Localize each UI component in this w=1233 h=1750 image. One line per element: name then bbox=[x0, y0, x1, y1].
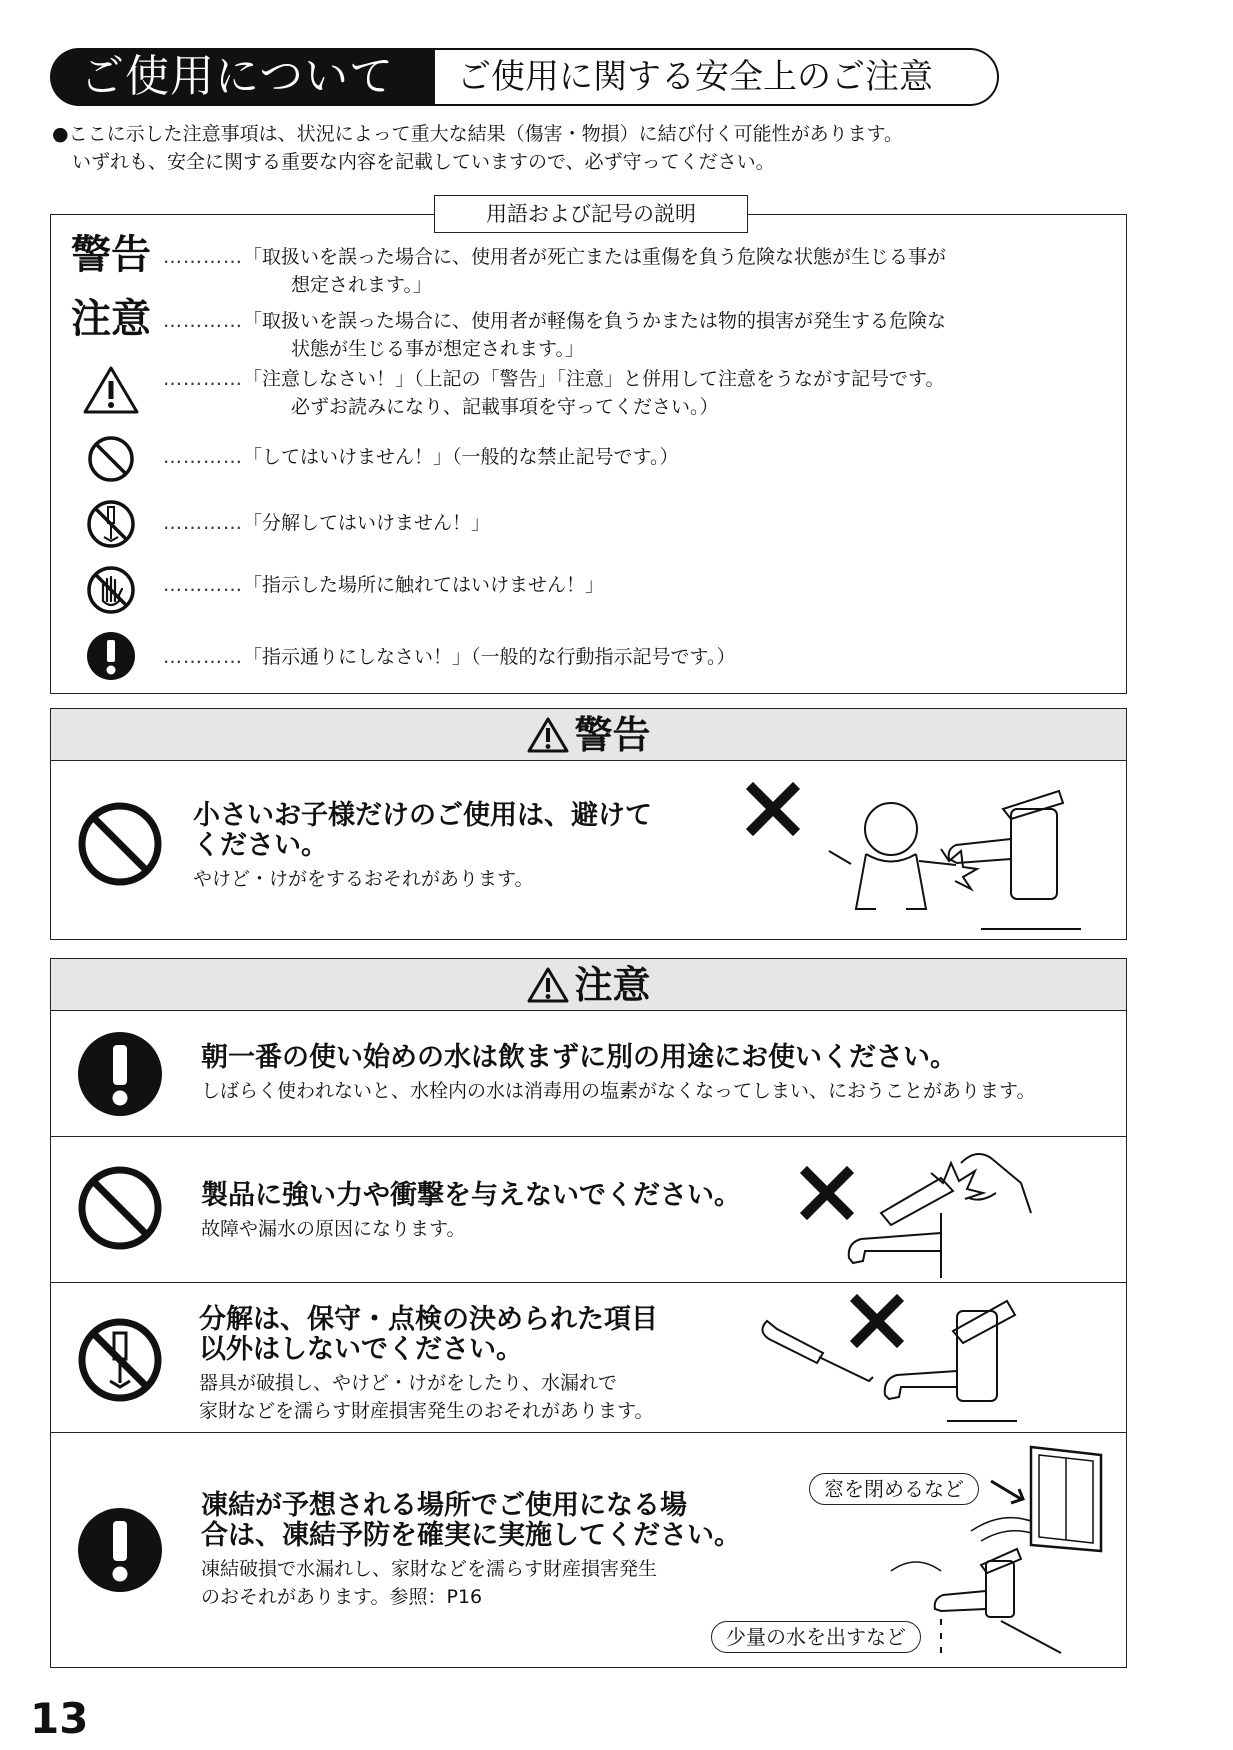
screwdriver-faucet-illustration bbox=[757, 1291, 1097, 1430]
terms-title: 用語および記号の説明 bbox=[434, 195, 748, 233]
term-desc-no-touch: 「指示した場所に触れてはいけません！」 bbox=[243, 574, 605, 596]
intro-line-1: ●ここに示した注意事項は、状況によって重大な結果（傷害・物損）に結び付く可能性があります。 bbox=[52, 123, 904, 145]
item-subtext: 凍結破損で水漏れし、家財などを濡らす財産損害発生 bbox=[201, 1558, 658, 1580]
term-symbol-warning: 警告 bbox=[71, 232, 151, 278]
prohibition-icon bbox=[77, 801, 163, 891]
section-title: ご使用について bbox=[50, 48, 435, 106]
caution-item-first-water bbox=[51, 1011, 1126, 1137]
item-subtext: しばらく使われないと、水栓内の水は消毒用の塩素がなくなってしまい、におうことがあります。 bbox=[201, 1080, 1036, 1102]
caution-item-no-impact bbox=[51, 1137, 1126, 1283]
warning-section bbox=[50, 708, 1127, 940]
page-number: 13 bbox=[30, 1694, 89, 1743]
mandatory-action-icon bbox=[77, 1507, 163, 1597]
label-close-window: 窓を閉めるなど bbox=[809, 1473, 979, 1505]
term-desc-no-disassembly: 「分解してはいけません！」 bbox=[243, 512, 491, 534]
caution-heading: 注意 bbox=[51, 959, 1126, 1011]
item-subtext: 故障や漏水の原因になります。 bbox=[201, 1218, 466, 1240]
item-title: 小さいお子様だけのご使用は、避けて bbox=[193, 800, 652, 831]
item-subtext: 器具が破損し、やけど・けがをしたり、水漏れで bbox=[199, 1372, 618, 1394]
warning-triangle-icon bbox=[71, 365, 151, 415]
intro-line-2: いずれも、安全に関する重要な内容を記載していますので、必ず守ってください。 bbox=[72, 151, 775, 173]
intro-text bbox=[52, 120, 903, 176]
caution-section bbox=[50, 958, 1127, 1668]
no-disassembly-icon bbox=[71, 499, 151, 549]
mandatory-action-icon bbox=[77, 1031, 163, 1121]
warning-triangle-icon bbox=[526, 966, 570, 1004]
child-faucet-illustration bbox=[741, 769, 1111, 938]
prohibition-icon bbox=[71, 435, 151, 483]
warning-heading: 警告 bbox=[51, 709, 1126, 761]
term-desc-attention: 「注意しなさい！」（上記の「警告」「注意」と併用して注意をうながす記号です。 bbox=[243, 368, 945, 390]
warning-item-child: 小さいお子様だけのご使用は、避けて ください。 やけど・けがをするおそれがあります。 bbox=[51, 761, 1126, 939]
section-subtitle: ご使用に関する安全上のご注意 bbox=[433, 48, 999, 106]
no-disassembly-icon bbox=[77, 1317, 163, 1407]
caution-item-freeze-prevention: 凍結が予想される場所でご使用になる場 合は、凍結予防を確実に実施してください。 凍結破損で水漏れし、家財などを濡らす財産損害発生 のおそれがあります。参照：P16 窓を閉めるなど 少量の水を出すなど bbox=[51, 1433, 1126, 1665]
caution-item-no-disassembly: 分解は、保守・点検の決められた項目 以外はしないでください。 器具が破損し、やけど・けがをしたり、水漏れで 家財などを濡らす財産損害発生のおそれがあります。 bbox=[51, 1283, 1126, 1433]
term-desc-prohibition: 「してはいけません！」（一般的な禁止記号です。） bbox=[243, 446, 679, 468]
prohibition-icon bbox=[77, 1165, 163, 1255]
item-title: 凍結が予想される場所でご使用になる場 bbox=[201, 1490, 687, 1521]
warning-triangle-icon bbox=[526, 716, 570, 754]
term-desc-mandatory: 「指示通りにしなさい！」（一般的な行動指示記号です。） bbox=[243, 646, 736, 668]
page-header bbox=[50, 48, 1000, 106]
terms-box: 用語および記号の説明 警告 …………「取扱いを誤った場合に、使用者が死亡または重傷を負う危険な状態が生じる事が 想定されます。」 注意 …………「取扱いを誤った場合に、使用者が軽傷を負うかまたは物的損害が発生する危険な 状態が生じる事が想定されます。」 …………「注意しなさい！」（上記の「警告」「注意」と併用して注意をうながす記号です。 必ずお読みになり、記載事項を守ってください。） …………「してはいけません！」（一般的な禁止記号です。） …………「分解してはいけません！」 …………「指示した場所に触れてはいけません！」 …………「指示通りにしなさい！」（一般的な行動指示記号です。） bbox=[50, 214, 1127, 694]
item-subtext: やけど・けがをするおそれがあります。 bbox=[193, 868, 534, 890]
no-touch-icon bbox=[71, 565, 151, 615]
term-desc-caution: 「取扱いを誤った場合に、使用者が軽傷を負うかまたは物的損害が発生する危険な bbox=[243, 310, 947, 332]
term-symbol-caution: 注意 bbox=[71, 296, 151, 342]
item-title: 分解は、保守・点検の決められた項目 bbox=[199, 1304, 658, 1335]
impact-faucet-illustration bbox=[791, 1143, 1091, 1282]
item-title: 製品に強い力や衝撃を与えないでください。 bbox=[201, 1180, 741, 1211]
mandatory-action-icon bbox=[71, 631, 151, 681]
term-desc-warning: 「取扱いを誤った場合に、使用者が死亡または重傷を負う危険な状態が生じる事が bbox=[243, 246, 947, 268]
item-title: 朝一番の使い始めの水は飲まずに別の用途にお使いください。 bbox=[201, 1042, 957, 1073]
label-run-water: 少量の水を出すなど bbox=[711, 1621, 921, 1653]
